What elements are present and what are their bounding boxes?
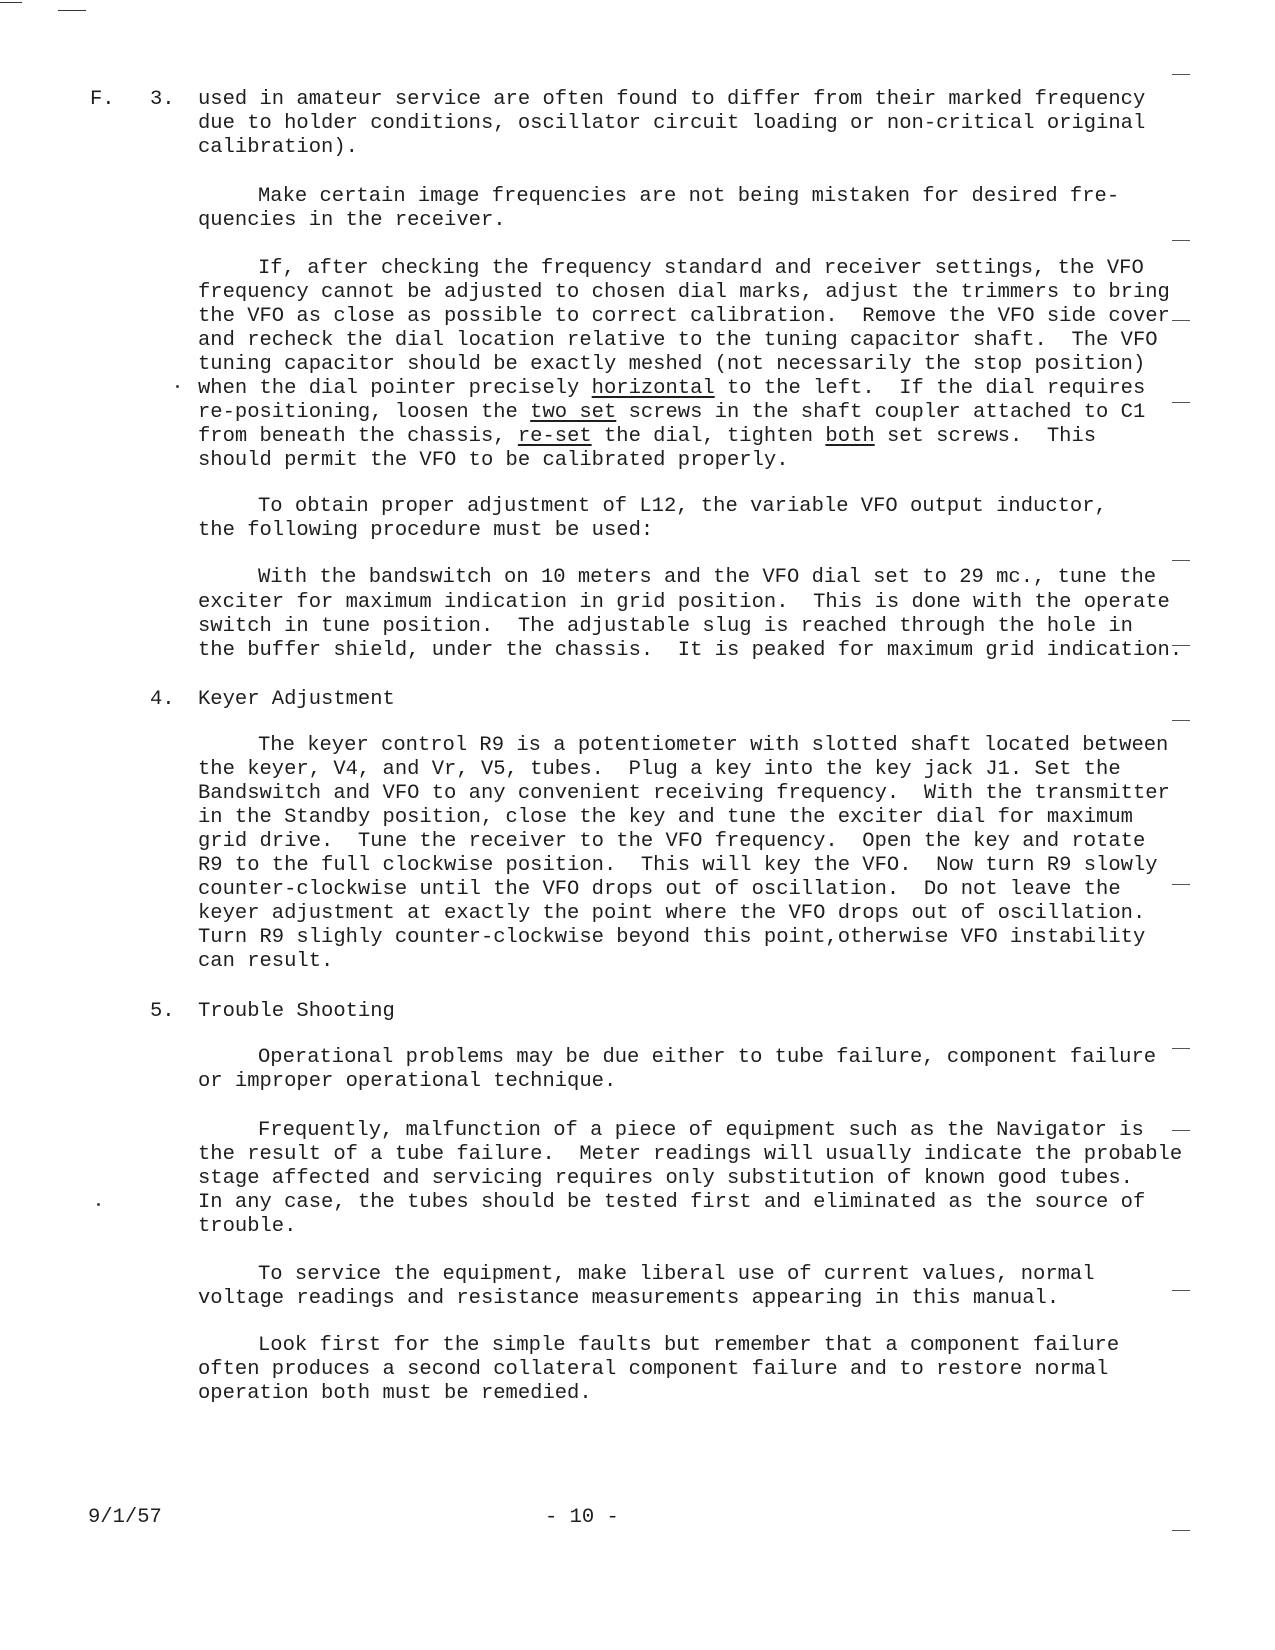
text-line: grid drive. Tune the receiver to the VFO frequency. Open the key and rotate [198, 830, 1146, 853]
text-line: trouble. [198, 1215, 297, 1238]
text-line: The keyer control R9 is a potentiometer with slotted shaft located between [258, 734, 1169, 757]
text-line: quencies in the receiver. [198, 209, 506, 232]
text-line: exciter for maximum indication in grid position. This is done with the operate [198, 591, 1170, 614]
text-line: can result. [198, 950, 334, 973]
item-heading: Trouble Shooting [198, 1000, 395, 1023]
text-run: screws in the shaft coupler attached to C1 [616, 401, 1146, 424]
text-line: Look first for the simple faults but remember that a component failure [258, 1334, 1120, 1357]
text-line: the VFO as close as possible to correct calibration. Remove the VFO side cover [198, 305, 1170, 328]
text-line: tuning capacitor should be exactly meshed (not necessarily the stop position) [198, 353, 1146, 376]
text-line: R9 to the full clockwise position. This will key the VFO. Now turn R9 slowly [198, 854, 1158, 877]
text-line: in the Standby position, close the key and tune the exciter dial for maximum [198, 806, 1133, 829]
margin-tick [1172, 74, 1190, 75]
text-line: and recheck the dial location relative to the tuning capacitor shaft. The VFO [198, 329, 1158, 352]
text-line: due to holder conditions, oscillator circuit loading or non-critical original [198, 112, 1146, 135]
text-run: set screws. This [874, 425, 1097, 448]
underlined-text: both [825, 425, 875, 448]
text-line: To service the equipment, make liberal use of current values, normal [258, 1263, 1095, 1286]
text-line [198, 401, 1145, 425]
text-line: Bandswitch and VFO to any convenient receiving frequency. With the transmitter [198, 782, 1170, 805]
text-line [198, 377, 1145, 401]
text-line: calibration). [198, 136, 358, 159]
text-run: re-positioning, loosen the [198, 401, 531, 424]
margin-tick [1172, 320, 1190, 321]
margin-tick [1172, 560, 1190, 561]
scan-speck [97, 1203, 100, 1206]
text-line: If, after checking the frequency standard and receiver settings, the VFO [258, 257, 1144, 280]
margin-tick [1172, 884, 1190, 885]
text-line: To obtain proper adjustment of L12, the variable VFO output inductor, [258, 495, 1107, 518]
text-run: to the left. If the dial requires [714, 377, 1146, 400]
text-line: counter-clockwise until the VFO drops out of oscillation. Do not leave the [198, 878, 1121, 901]
text-line: or improper operational technique. [198, 1070, 617, 1093]
text-line: Frequently, malfunction of a piece of equipment such as the Navigator is [258, 1119, 1144, 1142]
margin-tick [1172, 1048, 1190, 1049]
text-line: should permit the VFO to be calibrated properly. [198, 449, 789, 472]
section-label: F. [90, 88, 115, 111]
item-number-4: 4. [150, 688, 175, 711]
text-line: In any case, the tubes should be tested first and eliminated as the source of [198, 1191, 1146, 1214]
text-line: the keyer, V4, and Vr, V5, tubes. Plug a key into the key jack J1. Set the [198, 758, 1121, 781]
scan-corner-mark [58, 10, 86, 11]
text-run: from beneath the chassis, [198, 425, 518, 448]
scan-speck [176, 385, 179, 388]
margin-tick [1172, 1530, 1190, 1531]
text-run: the dial, tighten [591, 425, 826, 448]
text-line: stage affected and servicing requires only substitution of known good tubes. [198, 1167, 1133, 1190]
text-line: the buffer shield, under the chassis. It is peaked for maximum grid indication. [198, 639, 1183, 662]
underlined-text: re-set [517, 425, 592, 448]
margin-tick [1172, 402, 1190, 403]
item-heading: Keyer Adjustment [198, 688, 395, 711]
text-line: Operational problems may be due either to tube failure, component failure [258, 1046, 1157, 1069]
margin-tick [1172, 1130, 1190, 1131]
text-line: frequency cannot be adjusted to chosen dial marks, adjust the trimmers to bring [198, 281, 1170, 304]
item-number-5: 5. [150, 1000, 175, 1023]
text-line [198, 425, 1096, 449]
text-line: Make certain image frequencies are not being mistaken for desired fre- [258, 185, 1120, 208]
text-line: operation both must be remedied. [198, 1382, 592, 1405]
text-line: Turn R9 slighly counter-clockwise beyond this point,otherwise VFO instability [198, 926, 1146, 949]
text-line: voltage readings and resistance measurements appearing in this manual. [198, 1287, 1060, 1310]
underlined-text: two set [530, 401, 617, 424]
scan-corner-mark [0, 2, 22, 3]
text-line: often produces a second collateral component failure and to restore normal [198, 1358, 1109, 1381]
text-line: the result of a tube failure. Meter readings will usually indicate the probable [198, 1143, 1183, 1166]
margin-tick [1172, 1290, 1190, 1291]
text-line: used in amateur service are often found to differ from their marked frequency [198, 88, 1146, 111]
underlined-text: horizontal [591, 377, 715, 400]
page-number: - 10 - [545, 1506, 619, 1529]
margin-tick [1172, 240, 1190, 241]
text-line: keyer adjustment at exactly the point where the VFO drops out of oscillation. [198, 902, 1146, 925]
text-line: the following procedure must be used: [198, 519, 654, 542]
text-line: switch in tune position. The adjustable slug is reached through the hole in [198, 615, 1133, 638]
text-line: With the bandswitch on 10 meters and the VFO dial set to 29 mc., tune the [258, 566, 1157, 589]
footer-date: 9/1/57 [88, 1506, 162, 1529]
item-number-3: 3. [150, 88, 175, 111]
margin-tick [1172, 720, 1190, 721]
text-run: when the dial pointer precisely [198, 377, 592, 400]
